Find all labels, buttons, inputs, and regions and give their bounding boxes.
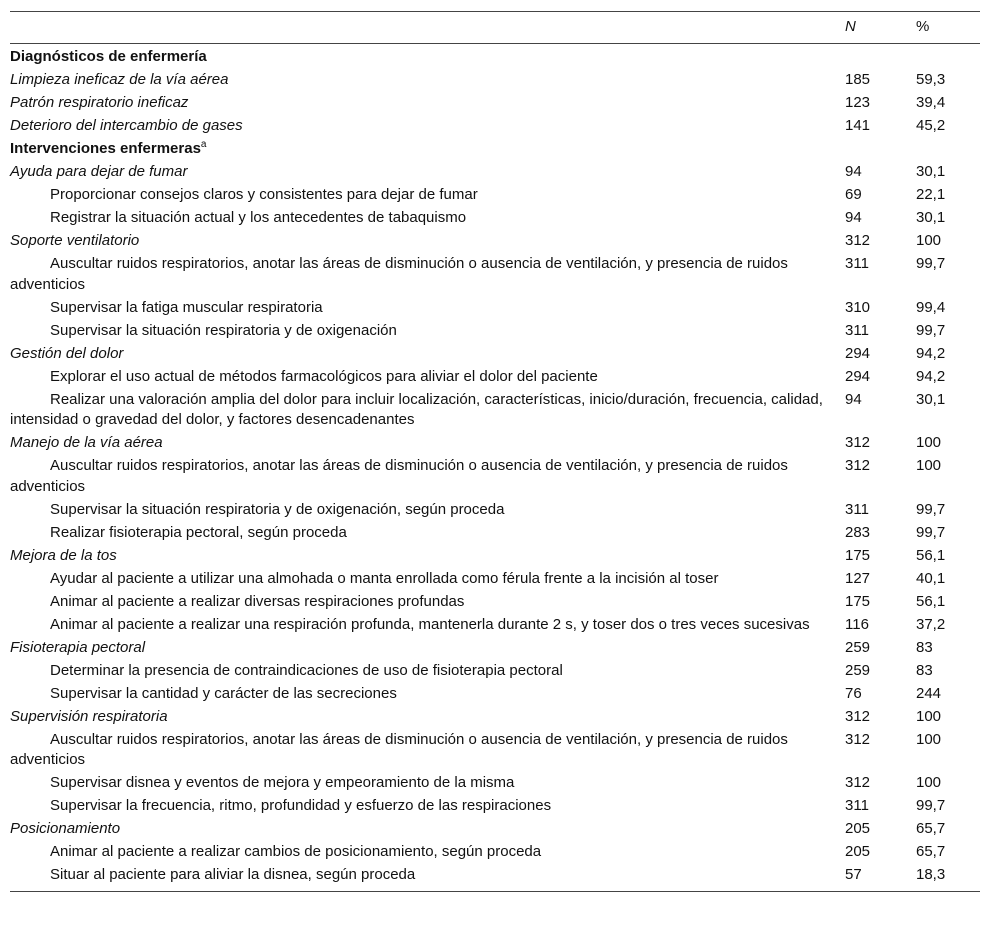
row-percent: 83 — [916, 661, 933, 679]
row-label-text: Supervisar la frecuencia, ritmo, profundidad y esfuerzo de las respiraciones — [50, 797, 552, 814]
section-row — [10, 44, 980, 70]
row-label — [10, 522, 833, 545]
row-percent: 37,2 — [916, 615, 946, 633]
row-n: 141 — [845, 117, 871, 134]
row-label-text: Ayudar al paciente a utilizar una almohada o manta enrollada como férula frente a la incisión al toser — [50, 569, 719, 587]
table-row — [10, 297, 980, 320]
row-percent: 99,7 — [916, 255, 946, 272]
category-row — [10, 115, 980, 138]
row-n: 311 — [845, 255, 869, 272]
row-label — [10, 320, 833, 343]
table-row — [10, 499, 980, 522]
row-n: 185 — [845, 71, 871, 88]
row-percent: 65,7 — [916, 843, 946, 860]
row-label — [10, 184, 833, 207]
row-label — [10, 864, 833, 891]
row-n: 310 — [845, 298, 871, 316]
row-label — [10, 795, 833, 818]
row-percent: 99,7 — [916, 797, 946, 814]
row-percent: 100 — [916, 457, 942, 474]
row-n: 205 — [845, 843, 871, 860]
table-header-row — [10, 12, 980, 44]
row-percent: 45,2 — [916, 117, 946, 134]
row-label — [10, 297, 833, 320]
row-label — [10, 69, 833, 92]
row-label-text: Supervisar la fatiga muscular respiratoria — [50, 298, 323, 316]
row-label-text: Auscultar ruidos respiratorios, anotar las áreas de disminución o ausencia de ventilación, y presencia de ruidos adventicios — [10, 457, 788, 495]
row-percent — [903, 44, 980, 70]
row-percent: 99,4 — [916, 298, 946, 316]
table-row — [10, 366, 980, 389]
row-label-text: Mejora de la tos — [10, 546, 117, 564]
row-label-text: Registrar la situación actual y los antecedentes de tabaquismo — [50, 209, 467, 226]
row-label-text: Realizar fisioterapia pectoral, según proceda — [50, 523, 347, 541]
category-row — [10, 432, 980, 455]
row-label-text: Auscultar ruidos respiratorios, anotar las áreas de disminución o ausencia de ventilación, y presencia de ruidos adventicios — [10, 730, 788, 768]
row-label-text: Ayuda para dejar de fumar — [10, 163, 188, 180]
row-label-text: Animar al paciente a realizar diversas respiraciones profundas — [50, 592, 465, 610]
row-label-text: Deterioro del intercambio de gases — [10, 117, 243, 134]
category-row — [10, 230, 980, 253]
table-row — [10, 795, 980, 818]
row-label-text: Supervisión respiratoria — [10, 707, 168, 725]
row-label — [10, 207, 833, 230]
row-percent: 65,7 — [916, 820, 946, 837]
table-row — [10, 841, 980, 864]
row-label-text: Proporcionar consejos claros y consistentes para dejar de fumar — [50, 186, 478, 203]
row-percent: 94,2 — [916, 344, 946, 362]
row-label — [10, 729, 833, 773]
table-row — [10, 660, 980, 683]
table-row — [10, 207, 980, 230]
category-row — [10, 69, 980, 92]
row-n: 175 — [845, 592, 871, 610]
row-n: 311 — [845, 321, 869, 339]
row-label-text: Limpieza ineficaz de la vía aérea — [10, 71, 229, 88]
row-n: 294 — [845, 367, 871, 385]
table-row — [10, 184, 980, 207]
row-label-text: Patrón respiratorio ineficaz — [10, 94, 189, 111]
table-row — [10, 864, 980, 891]
header-label-cell — [10, 12, 833, 44]
row-label-text: Supervisar la situación respiratoria y de oxigenación — [50, 321, 397, 339]
row-percent: 100 — [916, 730, 942, 748]
category-row — [10, 343, 980, 366]
row-label-text: Auscultar ruidos respiratorios, anotar las áreas de disminución o ausencia de ventilación, y presencia de ruidos adventicios — [10, 255, 788, 293]
row-label — [10, 499, 833, 522]
row-n: 312 — [845, 707, 871, 725]
row-label — [10, 161, 833, 184]
row-percent: 22,1 — [916, 186, 946, 203]
row-percent: 40,1 — [916, 569, 946, 587]
row-n: 312 — [845, 434, 871, 451]
row-label-text: Intervenciones enfermeras — [10, 140, 201, 157]
row-label-text: Supervisar la situación respiratoria y de oxigenación, según proceda — [50, 500, 505, 518]
header-percent: % — [916, 18, 930, 36]
row-label-text: Diagnósticos de enfermería — [10, 48, 207, 65]
row-label-text: Posicionamiento — [10, 820, 121, 837]
table-row — [10, 389, 980, 433]
table-row — [10, 320, 980, 343]
row-percent: 99,7 — [916, 321, 946, 339]
row-n: 57 — [845, 866, 862, 883]
row-n: 311 — [845, 797, 869, 814]
section-row — [10, 138, 980, 161]
table-row — [10, 568, 980, 591]
row-percent: 30,1 — [916, 209, 946, 226]
table-row — [10, 683, 980, 706]
category-row — [10, 545, 980, 568]
nursing-interventions-table — [10, 11, 980, 892]
row-label-text: Gestión del dolor — [10, 344, 124, 362]
row-n: 259 — [845, 638, 871, 656]
row-n: 116 — [845, 615, 869, 633]
row-n: 127 — [845, 569, 871, 587]
row-percent: 83 — [916, 638, 933, 656]
row-percent: 56,1 — [916, 546, 946, 564]
row-label — [10, 92, 833, 115]
row-n: 123 — [845, 94, 871, 111]
header-n: N — [845, 18, 856, 36]
footnote-marker: a — [200, 139, 207, 150]
row-percent — [903, 138, 980, 161]
category-row — [10, 706, 980, 729]
row-label — [10, 389, 833, 433]
row-percent: 244 — [916, 684, 942, 702]
row-n: 94 — [845, 209, 862, 226]
row-label — [10, 683, 833, 706]
row-label — [10, 841, 833, 864]
row-n: 69 — [845, 186, 862, 203]
row-percent: 30,1 — [916, 163, 946, 180]
row-n: 76 — [845, 684, 862, 702]
row-label — [10, 772, 833, 795]
row-label — [10, 455, 833, 499]
row-label — [10, 545, 833, 568]
row-label-text: Supervisar disnea y eventos de mejora y empeoramiento de la misma — [50, 774, 515, 791]
row-n: 94 — [845, 163, 862, 180]
row-label — [10, 660, 833, 683]
table-row — [10, 455, 980, 499]
table-body — [10, 44, 980, 892]
row-n — [833, 44, 903, 70]
row-n: 94 — [845, 390, 862, 408]
row-label — [10, 343, 833, 366]
row-n: 312 — [845, 774, 871, 791]
row-label-text: Realizar una valoración amplia del dolor para incluir localización, características, inicio/duración, frecuencia, calidad, intensidad o gravedad del dolor, y factores desencadenantes — [10, 390, 823, 428]
row-n: 259 — [845, 661, 871, 679]
row-n: 312 — [845, 457, 871, 474]
row-n: 283 — [845, 523, 871, 541]
row-percent: 99,7 — [916, 523, 946, 541]
row-label — [10, 818, 833, 841]
row-percent: 100 — [916, 232, 942, 249]
row-label-text: Manejo de la vía aérea — [10, 434, 163, 451]
row-percent: 30,1 — [916, 390, 946, 408]
row-label — [10, 230, 833, 253]
row-percent: 100 — [916, 434, 942, 451]
row-n: 311 — [845, 500, 869, 518]
category-row — [10, 161, 980, 184]
row-label-text: Explorar el uso actual de métodos farmacológicos para aliviar el dolor del paciente — [50, 367, 598, 385]
row-percent: 99,7 — [916, 500, 946, 518]
table-row — [10, 253, 980, 297]
table-row — [10, 591, 980, 614]
table-row — [10, 729, 980, 773]
row-label — [10, 591, 833, 614]
table-row — [10, 614, 980, 637]
row-label-text: Fisioterapia pectoral — [10, 638, 146, 656]
row-label — [10, 568, 833, 591]
row-percent: 56,1 — [916, 592, 946, 610]
row-label-text: Determinar la presencia de contraindicaciones de uso de fisioterapia pectoral — [50, 661, 563, 679]
category-row — [10, 637, 980, 660]
row-label — [10, 637, 833, 660]
row-n: 294 — [845, 344, 871, 362]
row-label — [10, 115, 833, 138]
row-n: 175 — [845, 546, 871, 564]
row-percent: 94,2 — [916, 367, 946, 385]
table-row — [10, 522, 980, 545]
row-percent: 100 — [916, 707, 942, 725]
row-label-text: Supervisar la cantidad y carácter de las secreciones — [50, 684, 397, 702]
row-percent: 18,3 — [916, 866, 946, 883]
row-label-text: Animar al paciente a realizar una respiración profunda, mantenerla durante 2 s, y toser dos o tres veces sucesivas — [50, 615, 810, 633]
row-label — [10, 614, 833, 637]
row-label — [10, 706, 833, 729]
row-n — [833, 138, 903, 161]
row-label-text: Animar al paciente a realizar cambios de posicionamiento, según proceda — [50, 843, 542, 860]
category-row — [10, 818, 980, 841]
row-label — [10, 138, 833, 161]
row-label — [10, 253, 833, 297]
row-percent: 100 — [916, 774, 942, 791]
table-row — [10, 772, 980, 795]
category-row — [10, 92, 980, 115]
row-label — [10, 432, 833, 455]
row-percent: 59,3 — [916, 71, 946, 88]
row-label-text: Situar al paciente para aliviar la disnea, según proceda — [50, 866, 416, 883]
row-label — [10, 44, 833, 70]
row-percent: 39,4 — [916, 94, 946, 111]
row-n: 312 — [845, 730, 871, 748]
row-label-text: Soporte ventilatorio — [10, 232, 140, 249]
row-label — [10, 366, 833, 389]
row-n: 205 — [845, 820, 871, 837]
row-n: 312 — [845, 232, 871, 249]
